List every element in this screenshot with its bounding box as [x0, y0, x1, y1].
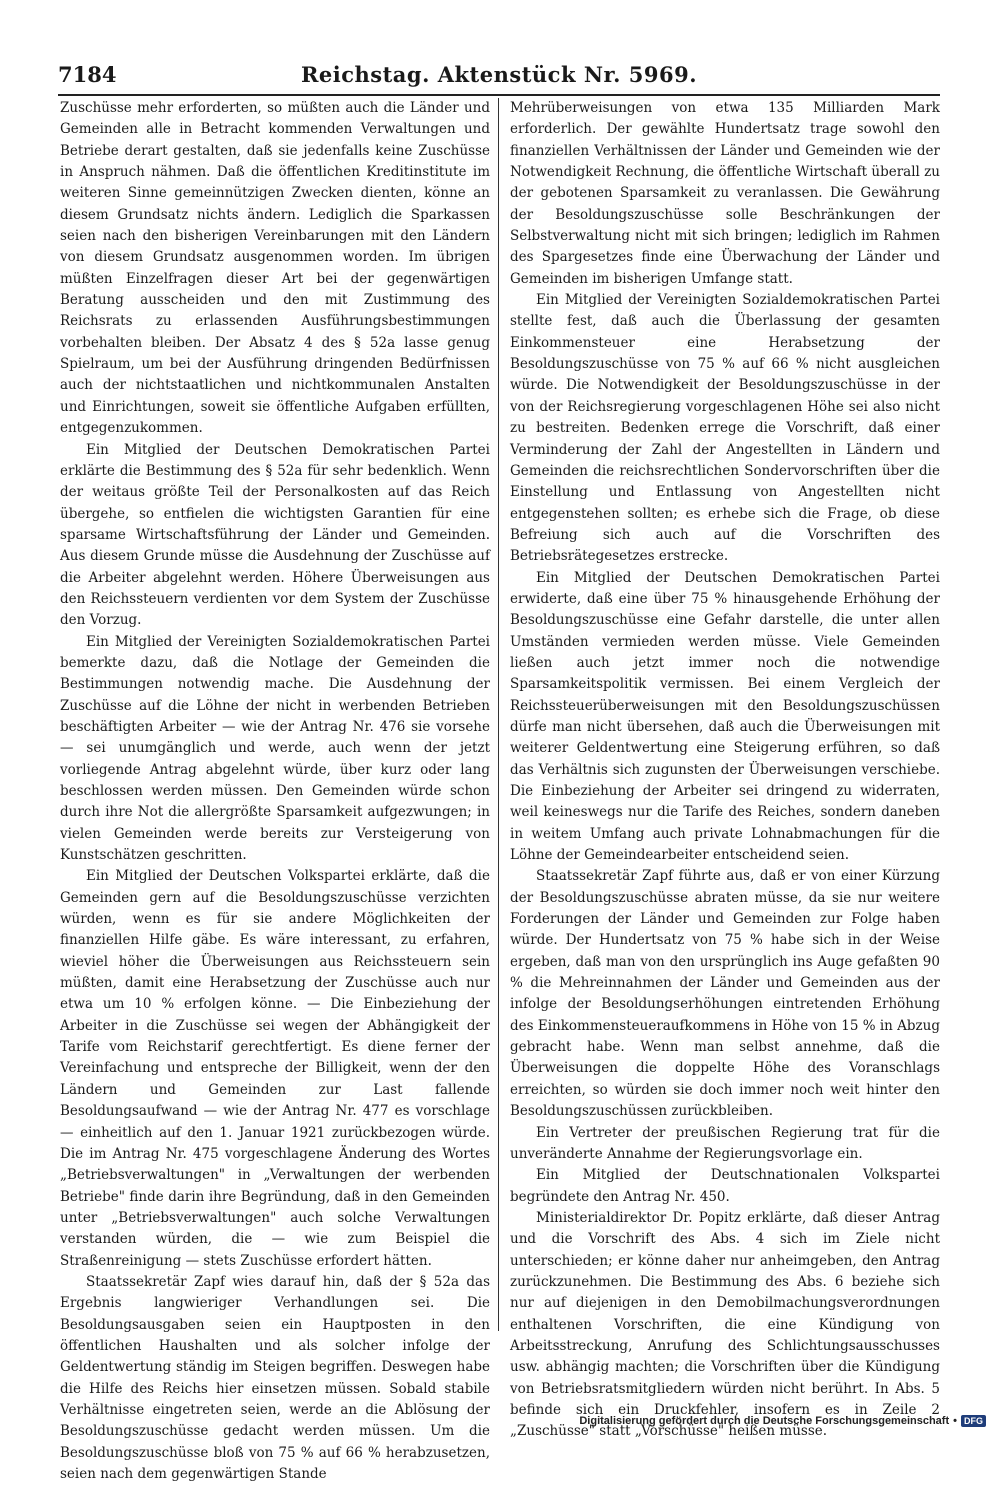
footer-text: Digitalisierung gefördert durch die Deutsche Forschungsgemeinschaft [579, 1415, 950, 1427]
page-title: Reichstag. Aktenstück Nr. 5969. [300, 62, 698, 87]
left-column [60, 98, 490, 1485]
paragraph: Ministerialdirektor Dr. Popitz erklärte, daß dieser Antrag und die Vorschrift des Abs. 4 sich im Ziele nicht unterschieden; er könne daher nur anheimgeben, den Antrag zurückzunehmen. Die Bestimmung des Abs. 6 beziehe sich nur auf diejenigen in den Demobilmachungsverordnungen enthaltenen Vorschriften, die eine Kündigung von Arbeitsstreckung, Anrufung des Schlichtungsausschusses usw. abhängig machten; die Vorschriften über die Kündigung von Betriebsratsmitgliedern würden nicht berührt. In Abs. 5 befinde sich ein Druckfehler, insofern es in Zeile 2 „Zuschüsse" statt „Vorschüsse" heißen müsse. [510, 1209, 940, 1440]
paragraph: Ein Mitglied der Deutschen Demokratischen Partei erklärte die Bestimmung des § 52a für sehr bedenklich. Wenn der weitaus größte Teil der Personalkosten auf das Reich übergehe, so entfielen die wichtigsten Garantien für eine sparsame Wirtschaftsführung der Länder und Gemeinden. Aus diesem Grunde müsse die Ausdehnung der Zuschüsse auf die Arbeiter abgelehnt werden. Höhere Überweisungen aus den Reichssteuern verdienten vor dem System der Zuschüsse den Vorzug. [60, 441, 490, 629]
footer [579, 1415, 986, 1427]
page-number: 7184 [58, 62, 117, 87]
paragraph: Mehrüberweisungen von etwa 135 Milliarden Mark erforderlich. Der gewählte Hundertsatz trage sowohl den finanziellen Verhältnissen der Länder und Gemeinden wie der Notwendigkeit Rechnung, die öffentliche Wirtschaft überall zu der gebotenen Sparsamkeit zu veranlassen. Die Gewährung der Besoldungszuschüsse solle Beschränkungen der Selbstverwaltung nicht mit sich bringen; lediglich im Rahmen des Spargesetzes finde eine Überwachung der Länder und Gemeinden im bisherigen Umfange statt. [510, 100, 940, 287]
paragraph: Zuschüsse mehr erforderten, so müßten auch die Länder und Gemeinden alle in Betracht kommenden Verwaltungen und Betriebe derart gestalten, daß sie jedenfalls keine Zuschüsse in Anspruch nähmen. Daß die öffentlichen Kreditinstitute im weiteren Sinne gemeinnützigen Zwecken dienten, könne an diesem Grundsatz nichts ändern. Lediglich die Sparkassen seien nach den bisherigen Vereinbarungen mit den Ländern von diesem Grundsatz ausgenommen worden. Im übrigen müßten Einzelfragen dieser Art bei der gegenwärtigen Beratung ausscheiden und den mit Zustimmung des Reichsrats zu erlassenden Ausführungsbestimmungen vorbehalten bleiben. Der Absatz 4 des § 52a lasse genug Spielraum, um bei der Ausführung dringenden Bedürfnissen auch der nichtstaatlichen und nichtkommunalen Anstalten und Einrichtungen, soweit sie öffentliche Aufgaben erfüllten, entgegenzukommen. [60, 100, 490, 437]
dfg-logo-icon: DFG [961, 1415, 986, 1427]
column-divider [498, 98, 499, 1331]
paragraph: Ein Mitglied der Vereinigten Sozialdemokratischen Partei bemerkte dazu, daß die Notlage der Gemeinden die Bestimmungen notwendig mache. Die Ausdehnung der Zuschüsse auf die Löhne der nicht in werbenden Betrieben beschäftigten Arbeiter — wie der Antrag Nr. 476 sie vorsehe — sei unumgänglich und werde, auch wenn der jetzt vorliegende Antrag abgelehnt würde, über kurz oder lang beschlossen werden müssen. Den Gemeinden würde schon durch ihre Not die allergrößte Sparsamkeit aufgezwungen; in vielen Gemeinden werde bereits zur Versteigerung von Kunstschätzen geschritten. [60, 633, 490, 864]
paragraph: Ein Mitglied der Deutschen Demokratischen Partei erwiderte, daß eine über 75 % hinausgehende Erhöhung der Besoldungszuschüsse eine Gefahr darstelle, die unter allen Umständen vermieden werden müsse. Viele Gemeinden ließen auch jetzt immer noch die notwendige Sparsamkeitspolitik vermissen. Bei einem Vergleich der Reichssteuerüberweisungen mit den Besoldungszuschüssen dürfe man nicht übersehen, daß auch die Überweisungen mit weiterer Geldentwertung eine Steigerung erführen, so daß das Verhältnis sich zugunsten der Überweisungen verschiebe. Die Einbeziehung der Arbeiter sei dringend zu widerraten, weil keineswegs nur die Tarife des Reiches, sondern daneben in weitem Umfang auch private Lohnabmachungen für die Löhne der Gemeindearbeiter entscheidend seien. [510, 569, 940, 864]
bullet-icon: • [953, 1415, 957, 1427]
paragraph: Ein Mitglied der Vereinigten Sozialdemokratischen Partei stellte fest, daß auch die Überlassung der gesamten Einkommensteuer eine Herabsetzung der Besoldungszuschüsse von 75 % auf 66 % nicht ausgleichen würde. Die Notwendigkeit der Besoldungszuschüsse in der von der Reichsregierung vorgeschlagenen Höhe sei also nicht zu bestreiten. Bedenken errege die Vorschrift, daß einer Verminderung der Zahl der Angestellten in Ländern und Gemeinden die reichsrechtlichen Sondervorschriften über die Einstellung und Entlassung von Angestellten nicht entgegenstehen sollten; es erhebe sich die Frage, ob diese Befreiung sich auch auf die Vorschriften des Betriebsrätegesetzes erstrecke. [510, 292, 940, 565]
paragraph: Ein Mitglied der Deutschen Volkspartei erklärte, daß die Gemeinden gern auf die Besoldungszuschüsse verzichten würden, wenn es für sie andere Möglichkeiten der finanziellen Hilfe gäbe. Es wäre interessant, zu erfahren, wieviel höher die Überweisungen aus Reichssteuern sein müßten, damit eine Herabsetzung der Zuschüsse auch nur etwa um 10 % erfolgen könne. — Die Einbeziehung der Arbeiter in die Zuschüsse sei wegen der Abhängigkeit der Tarife vom Reichstarif gerechtfertigt. Es diene ferner der Vereinfachung und entspreche der Billigkeit, wenn der den Ländern und Gemeinden zur Last fallende Besoldungsaufwand — wie der Antrag Nr. 477 es vorschlage — einheitlich auf den 1. Januar 1921 zurückbezogen würde. Die im Antrag Nr. 475 vorgeschlagene Änderung des Wortes „Betriebsverwaltungen" in „Verwaltungen der werbenden Betriebe" finde darin ihre Begründung, daß in den Gemeinden unter „Betriebsverwaltungen" auch solche Verwaltungen verstanden würden, die — wie zum Beispiel die Straßenreinigung — stets Zuschüsse erfordert hätten. [60, 868, 490, 1269]
paragraph: Staatssekretär Zapf wies darauf hin, daß der § 52a das Ergebnis langwieriger Verhandlungen sei. Die Besoldungsausgaben seien ein Hauptposten in den öffentlichen Haushalten und als solcher infolge der Geldentwertung ständig im Steigen begriffen. Deswegen habe die Hilfe des Reichs hier einsetzen müssen. Sobald stabile Verhältnisse eingetreten seien, werde an die Ablösung der Besoldungszuschüsse gedacht werden müssen. Um die Besoldungszuschüsse bloß von 75 % auf 66 % herabzusetzen, seien nach dem gegenwärtigen Stande [60, 1273, 490, 1482]
paragraph: Staatssekretär Zapf führte aus, daß er von einer Kürzung der Besoldungszuschüsse abraten müsse, da sie nur weitere Forderungen der Länder und Gemeinden zur Folge haben würde. Der Hundertsatz von 75 % habe sich in der Weise ergeben, daß man von den ursprünglich ins Auge gefaßten 90 % die Mehreinnahmen der Länder und Gemeinden aus der infolge der Besoldungserhöhungen eintretenden Erhöhung des Einkommensteueraufkommens in Höhe von 15 % in Abzug gebracht habe. Wenn man selbst annehme, daß die Überweisungen die doppelte Höhe des Voranschlags erreichten, so würden sie doch immer noch weit hinter den Besoldungszuschüssen zurückbleiben. [510, 868, 940, 1120]
paragraph: Ein Vertreter der preußischen Regierung trat für die unveränderte Annahme der Regierungsvorlage ein. [510, 1124, 940, 1162]
page-header [58, 62, 940, 92]
paragraph: Ein Mitglied der Deutschnationalen Volkspartei begründete den Antrag Nr. 450. [510, 1167, 940, 1205]
right-column [510, 98, 940, 1443]
header-rule [58, 94, 940, 96]
